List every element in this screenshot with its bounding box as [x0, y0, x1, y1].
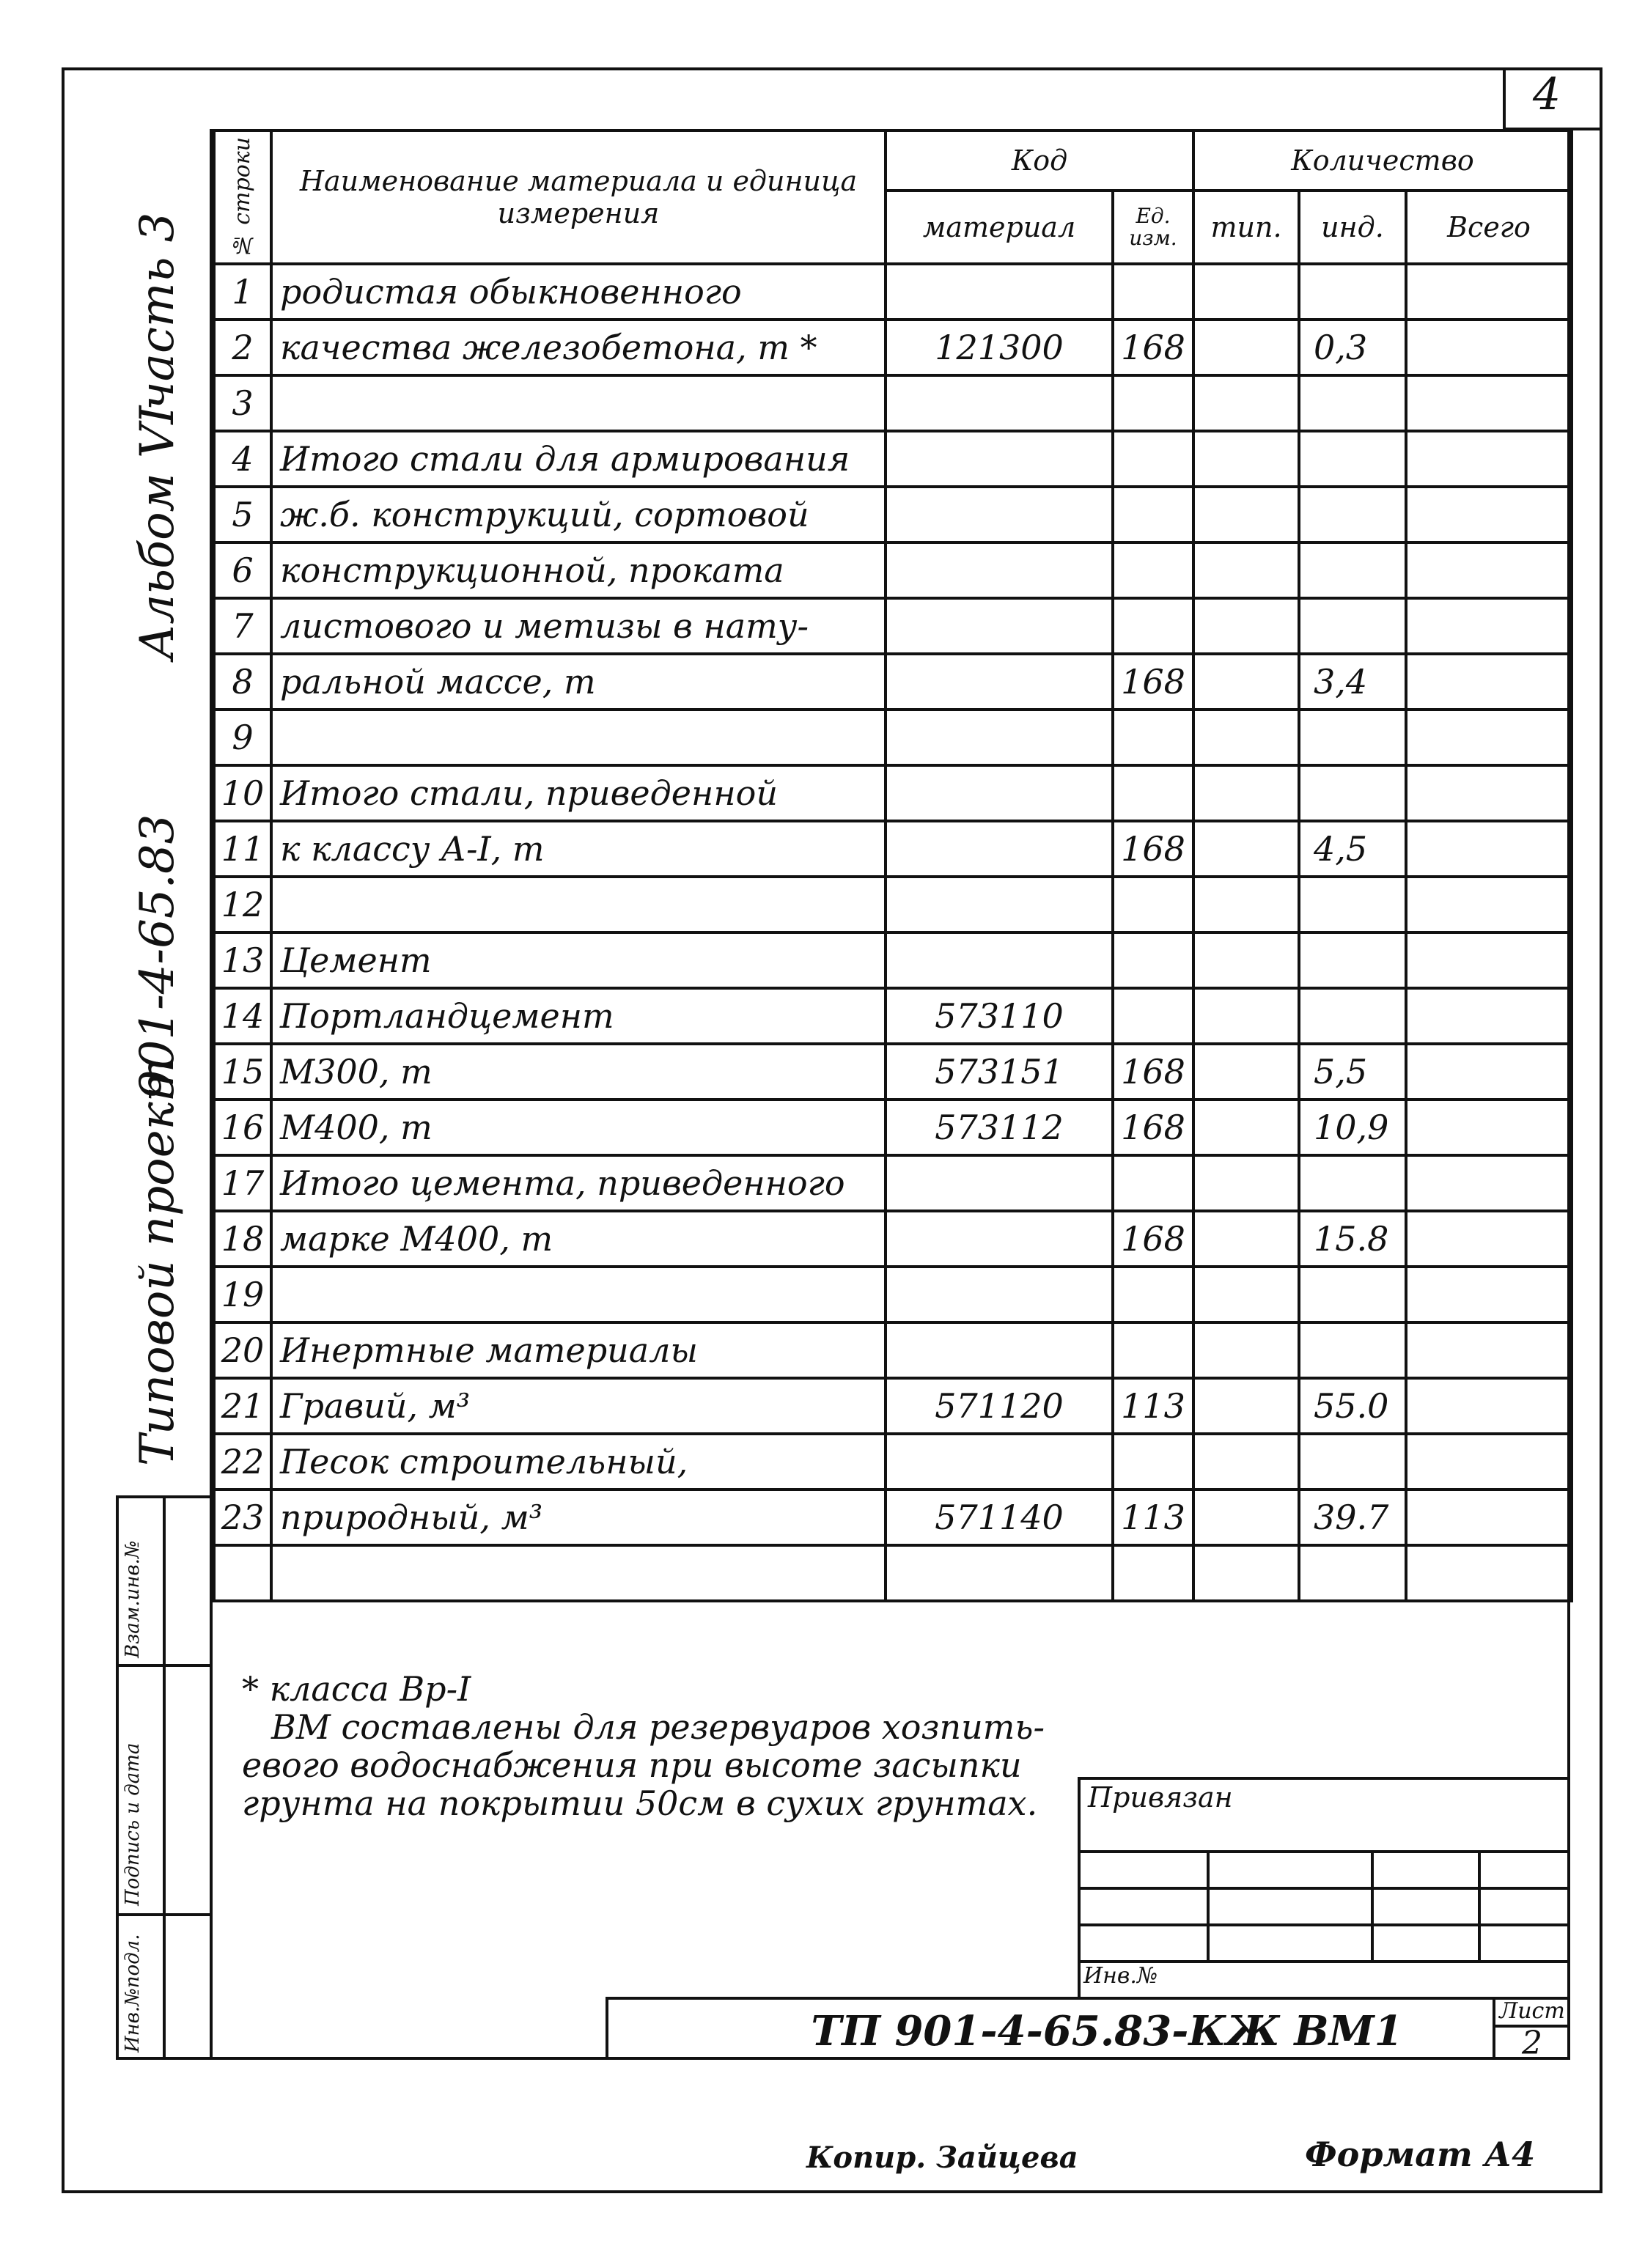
material-name: марке М400, т [271, 1211, 886, 1267]
material-name: листового и метизы в нату- [271, 598, 886, 654]
row-number: 17 [214, 1155, 271, 1211]
quantity-individual [1299, 542, 1406, 598]
table-row [214, 542, 1572, 598]
table-row [214, 1322, 1572, 1378]
unit-code [1113, 932, 1193, 988]
header-code-group: Код [886, 130, 1193, 191]
quantity-typical [1193, 320, 1299, 375]
quantity-individual [1299, 765, 1406, 821]
material-name: Итого цемента, приведенного [271, 1155, 886, 1211]
table-row [214, 320, 1572, 375]
unit-code [1113, 375, 1193, 431]
quantity-typical [1193, 431, 1299, 487]
material-name: родистая обыкновенного [271, 264, 886, 320]
quantity-total [1406, 320, 1572, 375]
material-code [886, 654, 1113, 710]
table-row [214, 1545, 1572, 1601]
table-left-border [210, 129, 213, 2060]
quantity-total [1406, 877, 1572, 932]
table-right-border [1567, 129, 1570, 2060]
table-row [214, 1490, 1572, 1545]
note-footnote: * класса Вр-I [242, 1669, 471, 1709]
quantity-typical [1193, 1378, 1299, 1434]
row-number: 3 [214, 375, 271, 431]
material-code [886, 375, 1113, 431]
quantity-individual [1299, 375, 1406, 431]
side-strip-rule-1 [116, 1664, 213, 1667]
quantity-total [1406, 988, 1572, 1044]
stamp-col-1 [1207, 1850, 1210, 1960]
table-row [214, 1044, 1572, 1100]
row-number: 23 [214, 1490, 271, 1545]
quantity-total [1406, 1155, 1572, 1211]
quantity-total [1406, 1211, 1572, 1267]
side-title-project: проект [130, 1057, 185, 1246]
quantity-individual [1299, 487, 1406, 542]
material-code [886, 1434, 1113, 1490]
sheet-number-box-left [1503, 67, 1506, 129]
quantity-individual: 3,4 [1299, 654, 1406, 710]
unit-code [1113, 542, 1193, 598]
sheet-label: Лист [1499, 1998, 1565, 2024]
stamp-rule-2 [1078, 1887, 1570, 1890]
quantity-typical [1193, 765, 1299, 821]
side-title-code: 901-4-65.83 [130, 814, 185, 1100]
row-number: 11 [214, 821, 271, 877]
row-number: 6 [214, 542, 271, 598]
material-name: природный, м³ [271, 1490, 886, 1545]
unit-code: 168 [1113, 654, 1193, 710]
quantity-total [1406, 1490, 1572, 1545]
unit-code: 168 [1113, 1100, 1193, 1155]
quantity-total [1406, 1434, 1572, 1490]
quantity-typical [1193, 877, 1299, 932]
quantity-total [1406, 932, 1572, 988]
quantity-individual [1299, 264, 1406, 320]
quantity-individual: 5,5 [1299, 1044, 1406, 1100]
row-number: 21 [214, 1378, 271, 1434]
material-name: М400, т [271, 1100, 886, 1155]
document-code: ТП 901-4-65.83-КЖ ВМ1 [811, 2007, 1403, 2055]
material-name: Песок строительный, [271, 1434, 886, 1490]
header-unit: Ед. изм. [1113, 191, 1193, 264]
material-name: качества железобетона, т * [271, 320, 886, 375]
unit-code [1113, 264, 1193, 320]
footer-copied-by: Копир. Зайцева [806, 2140, 1078, 2175]
row-number: 16 [214, 1100, 271, 1155]
quantity-typical [1193, 1211, 1299, 1267]
header-row-number: № строки [214, 130, 271, 264]
unit-code: 168 [1113, 1211, 1193, 1267]
row-number: 1 [214, 264, 271, 320]
material-code [886, 431, 1113, 487]
quantity-individual [1299, 877, 1406, 932]
quantity-total [1406, 598, 1572, 654]
quantity-total [1406, 1322, 1572, 1378]
side-label-signature-date: Подпись и дата [122, 1742, 144, 1906]
quantity-typical [1193, 710, 1299, 765]
material-name: Цемент [271, 932, 886, 988]
quantity-typical [1193, 1100, 1299, 1155]
material-code [886, 1322, 1113, 1378]
header-material-code: материал [886, 191, 1113, 264]
material-code [886, 877, 1113, 932]
table-row [214, 1155, 1572, 1211]
unit-code: 168 [1113, 320, 1193, 375]
header-total: Всего [1406, 191, 1572, 264]
quantity-typical [1193, 654, 1299, 710]
quantity-individual [1299, 1322, 1406, 1378]
row-number: 20 [214, 1322, 271, 1378]
quantity-individual: 10,9 [1299, 1100, 1406, 1155]
row-number: 12 [214, 877, 271, 932]
quantity-typical [1193, 1545, 1299, 1601]
note-line-3: грунта на покрытии 50см в сухих грунтах. [242, 1783, 1038, 1823]
material-name: ральной массе, т [271, 654, 886, 710]
sheet-value: 2 [1522, 2025, 1542, 2062]
quantity-typical [1193, 542, 1299, 598]
material-name: ж.б. конструкций, сортовой [271, 487, 886, 542]
quantity-individual: 15.8 [1299, 1211, 1406, 1267]
material-name: М300, т [271, 1044, 886, 1100]
material-code [886, 821, 1113, 877]
row-number: 10 [214, 765, 271, 821]
quantity-individual [1299, 431, 1406, 487]
table-row [214, 1211, 1572, 1267]
material-name [271, 375, 886, 431]
side-title-typical: Типовой [130, 1260, 185, 1466]
material-code [886, 487, 1113, 542]
quantity-total [1406, 1100, 1572, 1155]
unit-code: 113 [1113, 1490, 1193, 1545]
table-row [214, 765, 1572, 821]
quantity-typical [1193, 487, 1299, 542]
quantity-total [1406, 542, 1572, 598]
quantity-typical [1193, 1155, 1299, 1211]
side-title-album: Альбом VI [130, 405, 185, 660]
table-row [214, 598, 1572, 654]
quantity-individual [1299, 932, 1406, 988]
row-number: 2 [214, 320, 271, 375]
table-row [214, 1378, 1572, 1434]
material-name [271, 877, 886, 932]
quantity-typical [1193, 1267, 1299, 1322]
material-code [886, 264, 1113, 320]
quantity-typical [1193, 988, 1299, 1044]
row-number [214, 1545, 271, 1601]
material-code: 573151 [886, 1044, 1113, 1100]
row-number: 13 [214, 932, 271, 988]
quantity-individual [1299, 988, 1406, 1044]
stamp-col-3 [1478, 1850, 1481, 1960]
unit-code: 168 [1113, 821, 1193, 877]
stamp-attached-label: Привязан [1088, 1781, 1233, 1814]
table-row [214, 375, 1572, 431]
material-code [886, 542, 1113, 598]
sheet-corner-number: 4 [1532, 69, 1561, 120]
quantity-typical [1193, 1490, 1299, 1545]
unit-code [1113, 710, 1193, 765]
table-row [214, 932, 1572, 988]
materials-table [213, 129, 1573, 1602]
table-row [214, 654, 1572, 710]
unit-code [1113, 1545, 1193, 1601]
unit-code [1113, 765, 1193, 821]
quantity-typical [1193, 1322, 1299, 1378]
header-material-name: Наименование материала и единица измерения [271, 130, 886, 264]
unit-code [1113, 1155, 1193, 1211]
row-number: 15 [214, 1044, 271, 1100]
row-number: 7 [214, 598, 271, 654]
row-number: 18 [214, 1211, 271, 1267]
table-row [214, 710, 1572, 765]
quantity-total [1406, 1545, 1572, 1601]
material-name: конструкционной, проката [271, 542, 886, 598]
quantity-total [1406, 1044, 1572, 1100]
footer-format: Формат А4 [1305, 2135, 1536, 2174]
stamp-attached-top [1078, 1777, 1570, 1780]
header-quantity-group: Количество [1193, 130, 1572, 191]
stamp-rule-3 [1078, 1923, 1570, 1926]
material-code [886, 765, 1113, 821]
unit-code [1113, 1267, 1193, 1322]
material-code: 121300 [886, 320, 1113, 375]
row-number: 14 [214, 988, 271, 1044]
main-stamp-left [606, 1997, 608, 2060]
material-code [886, 1267, 1113, 1322]
quantity-typical [1193, 264, 1299, 320]
quantity-individual [1299, 1267, 1406, 1322]
header-individual: инд. [1299, 191, 1406, 264]
table-row [214, 264, 1572, 320]
stamp-col-2 [1371, 1850, 1374, 1960]
material-name: к классу А-I, т [271, 821, 886, 877]
quantity-total [1406, 1378, 1572, 1434]
quantity-total [1406, 654, 1572, 710]
unit-code: 113 [1113, 1378, 1193, 1434]
table-row [214, 1100, 1572, 1155]
material-code: 573112 [886, 1100, 1113, 1155]
material-code [886, 598, 1113, 654]
material-name [271, 1267, 886, 1322]
row-number: 9 [214, 710, 271, 765]
quantity-typical [1193, 375, 1299, 431]
side-label-replacement-inv: Взам.инв.№ [122, 1540, 144, 1658]
table-row [214, 988, 1572, 1044]
row-number: 5 [214, 487, 271, 542]
quantity-typical [1193, 932, 1299, 988]
material-name: Гравий, м³ [271, 1378, 886, 1434]
material-code: 573110 [886, 988, 1113, 1044]
unit-code [1113, 1322, 1193, 1378]
row-number: 4 [214, 431, 271, 487]
unit-code [1113, 598, 1193, 654]
quantity-typical [1193, 1044, 1299, 1100]
side-strip-rule-2 [116, 1913, 213, 1916]
note-line-1: ВМ составлены для резервуаров хозпить- [271, 1707, 1045, 1747]
unit-code [1113, 988, 1193, 1044]
table-row [214, 821, 1572, 877]
unit-code: 168 [1113, 1044, 1193, 1100]
quantity-total [1406, 264, 1572, 320]
material-code [886, 932, 1113, 988]
quantity-total [1406, 710, 1572, 765]
row-number: 22 [214, 1434, 271, 1490]
quantity-total [1406, 821, 1572, 877]
material-code [886, 1545, 1113, 1601]
material-code: 571120 [886, 1378, 1113, 1434]
stamp-inv-label: Инв.№ [1083, 1963, 1158, 1989]
quantity-total [1406, 375, 1572, 431]
note-line-2: евого водоснабжения при высоте засыпки [242, 1745, 1022, 1785]
material-code: 571140 [886, 1490, 1113, 1545]
unit-code [1113, 431, 1193, 487]
quantity-individual: 4,5 [1299, 821, 1406, 877]
quantity-individual: 55.0 [1299, 1378, 1406, 1434]
quantity-total [1406, 765, 1572, 821]
table-row [214, 1267, 1572, 1322]
quantity-individual [1299, 1434, 1406, 1490]
unit-code [1113, 877, 1193, 932]
material-code [886, 1155, 1113, 1211]
notes-block [242, 1670, 1045, 1822]
material-name [271, 1545, 886, 1601]
quantity-individual [1299, 598, 1406, 654]
table-row [214, 1434, 1572, 1490]
quantity-typical [1193, 598, 1299, 654]
quantity-total [1406, 431, 1572, 487]
row-number: 19 [214, 1267, 271, 1322]
unit-code [1113, 487, 1193, 542]
quantity-individual [1299, 710, 1406, 765]
material-name: Итого стали для армирования [271, 431, 886, 487]
material-name: Портландцемент [271, 988, 886, 1044]
quantity-individual: 39.7 [1299, 1490, 1406, 1545]
quantity-typical [1193, 821, 1299, 877]
unit-code [1113, 1434, 1193, 1490]
stamp-rule-1 [1078, 1850, 1570, 1853]
table-row [214, 877, 1572, 932]
quantity-total [1406, 487, 1572, 542]
table-bottom-border [213, 2057, 1570, 2060]
material-code [886, 1211, 1113, 1267]
side-strip-divider [163, 1495, 166, 2060]
material-name: Инертные материалы [271, 1322, 886, 1378]
header-typical: тип. [1193, 191, 1299, 264]
quantity-individual [1299, 1545, 1406, 1601]
quantity-typical [1193, 1434, 1299, 1490]
material-code [886, 710, 1113, 765]
table-row [214, 487, 1572, 542]
material-name [271, 710, 886, 765]
row-number: 8 [214, 654, 271, 710]
side-label-inv-original: Инв.№подл. [122, 1934, 144, 2052]
quantity-individual: 0,3 [1299, 320, 1406, 375]
table-row [214, 431, 1572, 487]
side-title-part: часть 3 [130, 212, 185, 410]
main-stamp-top [606, 1997, 1570, 2000]
quantity-individual [1299, 1155, 1406, 1211]
quantity-total [1406, 1267, 1572, 1322]
material-name: Итого стали, приведенной [271, 765, 886, 821]
